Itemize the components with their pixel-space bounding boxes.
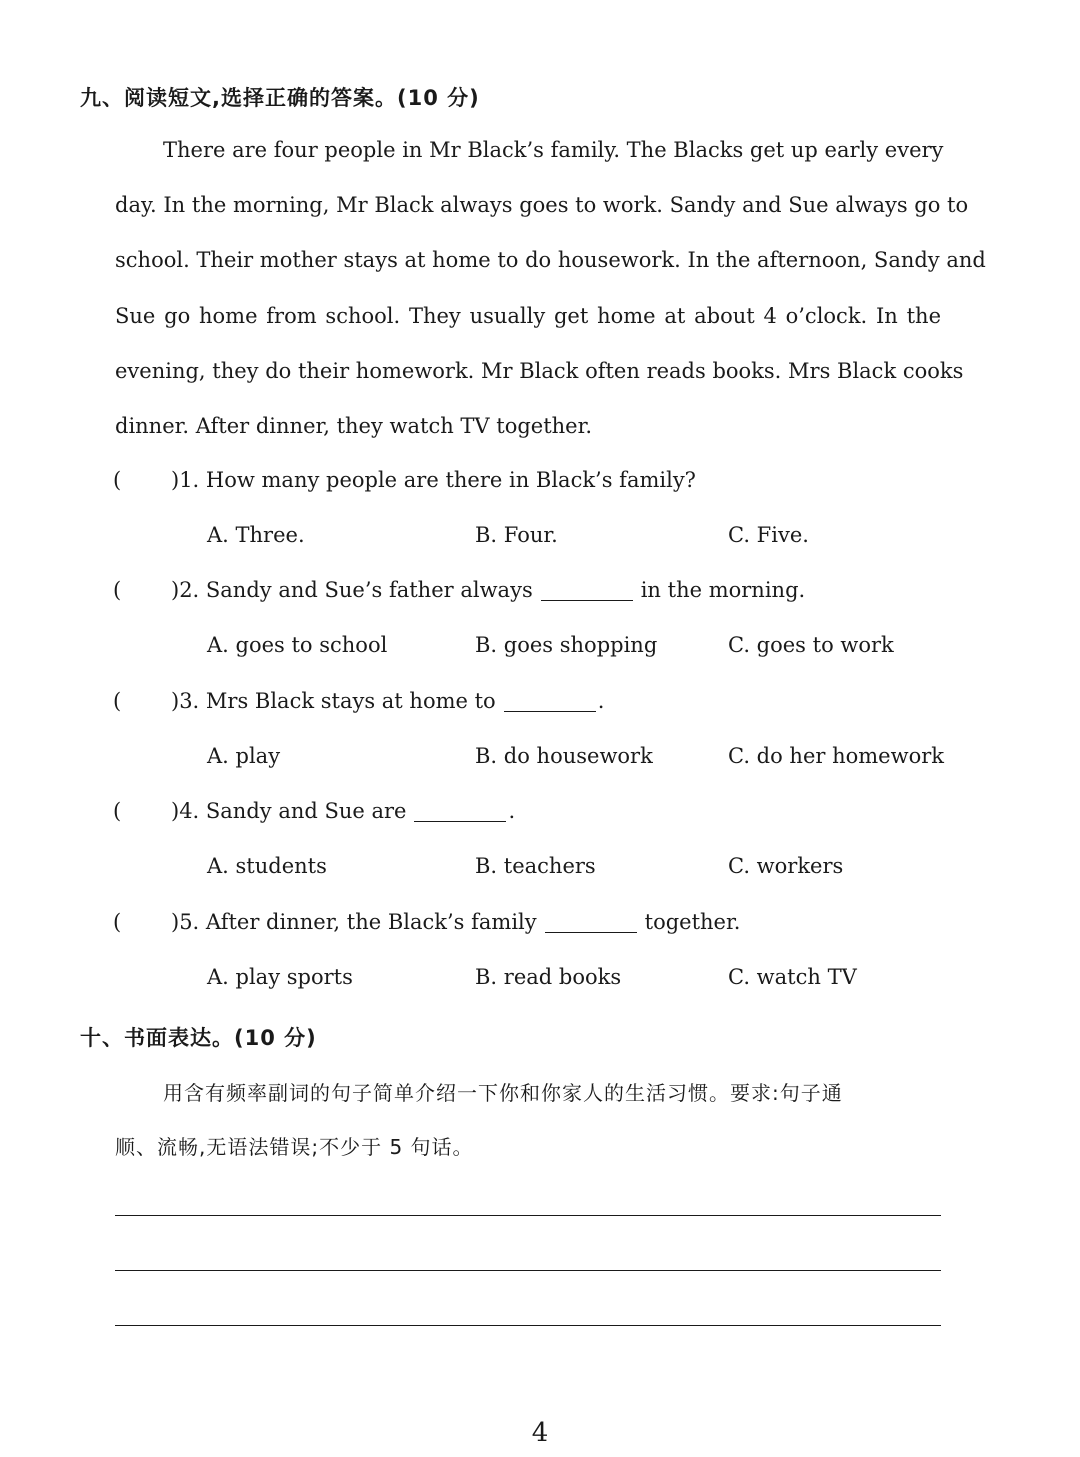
passage-line: Sue go home from school. They usually get home at about 4 o’clock. In the	[115, 304, 941, 328]
q2-option-b[interactable]: B. goes shopping	[475, 633, 658, 657]
question-text-after: in the morning.	[640, 578, 806, 602]
passage-line: evening, they do their homework. Mr Black often reads books. Mrs Black cooks	[115, 359, 964, 383]
section-10-heading	[80, 1022, 317, 1052]
writing-line[interactable]	[115, 1270, 941, 1271]
question-text-after: .	[597, 689, 605, 713]
question-text-after: together.	[644, 910, 741, 934]
fill-blank[interactable]	[504, 691, 596, 712]
q5-option-a[interactable]: A. play sports	[207, 965, 353, 989]
passage-line: dinner. After dinner, they watch TV together.	[115, 414, 593, 438]
writing-instruction-line: 用含有频率副词的句子简单介绍一下你和你家人的生活习惯。要求:句子通	[163, 1081, 843, 1105]
section-9-heading	[80, 82, 480, 112]
writing-line[interactable]	[115, 1325, 941, 1326]
fill-blank[interactable]	[541, 580, 633, 601]
q1-option-c[interactable]: C. Five.	[728, 523, 809, 547]
answer-paren[interactable]: (	[113, 578, 122, 602]
answer-paren[interactable]: (	[113, 799, 122, 823]
answer-paren[interactable]: (	[113, 468, 122, 492]
q5-option-b[interactable]: B. read books	[475, 965, 622, 989]
writing-line[interactable]	[115, 1215, 941, 1216]
question-text: )3. Mrs Black stays at home to	[171, 689, 496, 713]
q2-option-c[interactable]: C. goes to work	[728, 633, 894, 657]
fill-blank[interactable]	[414, 801, 506, 822]
question-5	[113, 910, 740, 934]
answer-paren[interactable]: (	[113, 689, 122, 713]
passage-line: There are four people in Mr Black’s family. The Blacks get up early every	[163, 138, 944, 162]
passage-line: school. Their mother stays at home to do housework. In the afternoon, Sandy and	[115, 248, 986, 272]
q3-option-c[interactable]: C. do her homework	[728, 744, 944, 768]
q4-option-c[interactable]: C. workers	[728, 854, 844, 878]
passage-line: day. In the morning, Mr Black always goes to work. Sandy and Sue always go to	[115, 193, 969, 217]
q4-option-b[interactable]: B. teachers	[475, 854, 596, 878]
question-text: )5. After dinner, the Black’s family	[171, 910, 537, 934]
section-9-title: 九、阅读短文,选择正确的答案。	[80, 86, 397, 110]
section-10-points: (10 分)	[234, 1026, 317, 1050]
fill-blank[interactable]	[545, 912, 637, 933]
question-3	[113, 689, 604, 713]
question-text: )1. How many people are there in Black’s family?	[171, 468, 696, 492]
page-number: 4	[531, 1418, 549, 1448]
question-text-after: .	[508, 799, 516, 823]
question-text: )2. Sandy and Sue’s father always	[171, 578, 533, 602]
section-10-title: 十、书面表达。	[80, 1026, 234, 1050]
q2-option-a[interactable]: A. goes to school	[207, 633, 388, 657]
q3-option-a[interactable]: A. play	[207, 744, 281, 768]
writing-instruction-line: 顺、流畅,无语法错误;不少于 5 句话。	[115, 1135, 474, 1159]
question-4	[113, 799, 515, 823]
question-2	[113, 578, 805, 602]
section-9-points: (10 分)	[396, 86, 480, 110]
q3-option-b[interactable]: B. do housework	[475, 744, 653, 768]
q5-option-c[interactable]: C. watch TV	[728, 965, 857, 989]
q4-option-a[interactable]: A. students	[207, 854, 327, 878]
answer-paren[interactable]: (	[113, 910, 122, 934]
question-1	[113, 468, 696, 492]
question-text: )4. Sandy and Sue are	[171, 799, 407, 823]
q1-option-b[interactable]: B. Four.	[475, 523, 558, 547]
q1-option-a[interactable]: A. Three.	[207, 523, 305, 547]
